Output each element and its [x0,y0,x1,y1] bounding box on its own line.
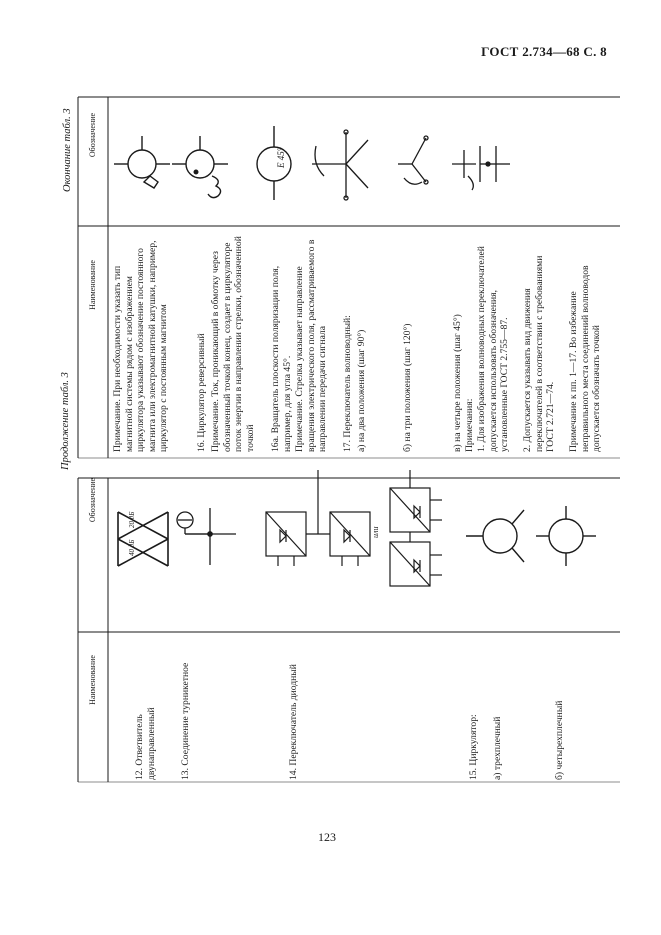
left-row-15b: б) четырехплечный [554,700,565,780]
right-row-note-4: 1. Для изображения волноводных переключателей допускается использовать обозначения, установленные ГОСТ 2.755—87. [476,246,510,452]
right-row-note-3: Примечание. Стрелка указывает направление вращения электрического поля, рассматриваемого в направлении передачи сигнала [294,239,328,452]
diode-or-mark: или [371,526,380,538]
rotator-mark: E 45° [276,147,286,168]
left-row-13: 13. Соединение турникетное [180,662,191,780]
coupler-mark-20db: 20 дБ [128,511,136,528]
coupler-mark-40db: 40 дБ [128,539,136,556]
right-row-notes-head: Примечания: [464,398,475,452]
right-table-caption: Окончание табл. 3 [62,108,73,192]
right-row-note-2: Примечание. Ток, проникающий в обмотку через обозначенный точкой конец, создает в циркуляторе поток энергии в направлении стрелки, обозначенной точкой [210,236,256,452]
left-row-12: 12. Ответвитель двунаправленный [134,707,157,780]
turnstile-symbol [177,508,236,565]
left-col-name-head: Наименование [88,655,97,705]
switch-2-position-symbol [312,130,368,200]
circulator-magnet-symbol [114,136,170,188]
right-row-17: 17. Переключатель волноводный: [342,315,353,452]
coupler-symbol [118,512,168,566]
reversible-circulator-symbol [172,136,228,198]
right-row-note-5: 2. Допускается указывать вид движения переключателей в соответствии с требованиями ГОСТ 2.721—74. [522,255,556,452]
switch-3-position-symbol [398,136,428,184]
right-row-note-6: Примечание к пп. 1—17. Во избежание неправильного места соединений волноводов допускается обозначать точкой [568,265,602,452]
diode-switch-symbol [266,470,442,586]
right-row-17v: в) на четыре положения (шаг 45°) [452,314,463,452]
switch-4-position-symbol [452,146,510,190]
right-row-16a: 16а. Вращатель плоскости поляризации поля, например, для угла 45°. [270,265,293,452]
right-row-17b: б) на три положения (шаг 120°) [402,323,413,452]
left-row-15: 15. Циркулятор: [468,714,479,780]
left-col-symbol-head: Обозначение [88,477,97,523]
page-number: 123 [318,830,336,844]
circulator-4-symbol [536,506,596,566]
left-row-15a: а) трехплечный [492,716,503,780]
right-row-17a: а) на два положения (шаг 90°) [356,329,367,452]
right-row-note-1: Примечание. При необходимости указать тип магнитной системы рядом с изображением циркулятора указывают обозначение постоянного магнита или электромагнитной катушки, например, циркулятор с постоянным магнитом [112,240,169,452]
right-col-symbol-head: Обозначение [88,112,97,158]
left-table-caption: Продолжение табл. 3 [60,372,71,470]
right-row-16: 16. Циркулятор реверсивный [196,333,207,452]
right-col-name-head: Наименование [88,260,97,310]
page-header: ГОСТ 2.734—68 С. 8 [481,44,607,59]
circulator-3-symbol [466,510,524,562]
left-row-14: 14. Переключатель диодный [288,664,299,780]
